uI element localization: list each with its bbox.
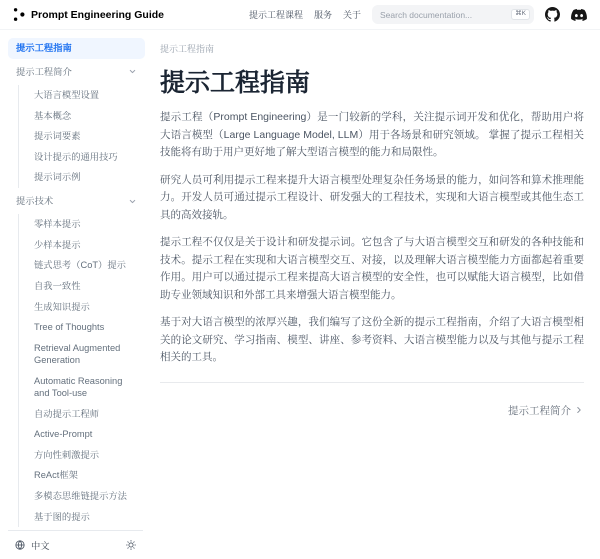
sidebar-item-label: 零样本提示 — [34, 219, 81, 230]
sidebar-item-elements[interactable] — [19, 126, 145, 147]
sidebar-item-label: 提示词示例 — [34, 172, 81, 183]
paragraph: 研究人员可利用提示工程来提升大语言模型处理复杂任务场景的能力，如问答和算术推理能力。开发人员可通过提示工程设计、研发强大的工程技术，实现和大语言模型或其他生态工具的高效接轨。 — [160, 173, 584, 221]
search-shortcut-kbd: ⌘K — [511, 9, 530, 21]
next-page-link[interactable] — [508, 403, 584, 418]
content-divider — [160, 382, 584, 383]
github-icon[interactable] — [545, 7, 560, 22]
sidebar-item-cot[interactable] — [19, 255, 145, 276]
sidebar-item-react[interactable] — [19, 465, 145, 486]
sidebar-item-examples[interactable] — [19, 167, 145, 188]
top-header — [0, 0, 600, 30]
sidebar-item-label: 少样本提示 — [34, 239, 81, 250]
sidebar-item-zeroshot[interactable] — [19, 214, 145, 235]
sidebar-item-label: Active-Prompt — [34, 429, 93, 440]
sun-icon[interactable] — [126, 540, 136, 550]
pagination — [160, 403, 584, 418]
chevron-right-icon — [574, 405, 584, 415]
sidebar-item-art[interactable] — [19, 371, 145, 404]
sidebar-item-techniques[interactable] — [8, 191, 145, 212]
sidebar-item-label: 提示词要素 — [34, 131, 81, 142]
sidebar-group-introduction — [18, 85, 145, 188]
sidebar-item-rag[interactable] — [19, 338, 145, 371]
sidebar-item-label: 提示工程简介 — [16, 66, 72, 77]
site-logo[interactable] — [13, 7, 164, 22]
nav-link-services[interactable]: 服务 — [313, 10, 332, 20]
sidebar-item-fewshot[interactable] — [19, 235, 145, 256]
sidebar-item-label: 基本概念 — [34, 110, 72, 121]
next-page-label: 提示工程简介 — [508, 404, 571, 417]
breadcrumb: 提示工程指南 — [160, 44, 215, 54]
main-content — [150, 30, 600, 500]
sidebar-footer — [8, 530, 143, 559]
sidebar-item-label: 自我一致性 — [34, 281, 81, 292]
sidebar-item-label: 方向性刺激提示 — [34, 449, 100, 460]
page-title: 提示工程指南 — [160, 69, 311, 97]
nav-link-about[interactable]: 关于 — [342, 10, 361, 20]
sidebar-item-label: 设计提示的通用技巧 — [34, 151, 118, 162]
sidebar-item-label: Tree of Thoughts — [34, 322, 105, 333]
search-box[interactable] — [372, 5, 534, 24]
sidebar-item-llm-settings[interactable] — [19, 85, 145, 106]
sidebar — [0, 30, 150, 552]
sidebar-item-graph-prompting[interactable] — [19, 507, 145, 528]
sidebar-item-label: 多模态思维链提示方法 — [34, 491, 127, 502]
dots-logo-icon — [13, 7, 26, 22]
sidebar-item-multimodal-cot[interactable] — [19, 486, 145, 507]
sidebar-item-basics[interactable] — [19, 106, 145, 127]
paragraph: 基于对大语言模型的浓厚兴趣，我们编写了这份全新的提示工程指南，介绍了大语言模型相关的论文研究、学习指南、模型、讲座、参考资料、大语言模型能力以及与其他与提示工程相关的工具。 — [160, 316, 584, 363]
sidebar-item-general-tips[interactable] — [19, 147, 145, 168]
language-selector[interactable]: 中文 — [31, 541, 50, 552]
search-input[interactable] — [380, 10, 492, 20]
sidebar-item-guide[interactable] — [8, 38, 145, 59]
sidebar-group-techniques — [18, 214, 145, 527]
sidebar-item-label: 提示技术 — [16, 195, 54, 206]
sidebar-item-label: Automatic Reasoning and Tool-use — [34, 375, 123, 399]
sidebar-item-tot[interactable] — [19, 317, 145, 338]
sidebar-item-label: 基于图的提示 — [34, 511, 90, 522]
sidebar-item-ape[interactable] — [19, 404, 145, 425]
sidebar-item-knowledge[interactable] — [19, 297, 145, 318]
chevron-down-icon — [128, 197, 137, 206]
sidebar-item-label: Retrieval Augmented Generation — [34, 342, 121, 366]
sidebar-item-label: 生成知识提示 — [34, 301, 90, 312]
chevron-down-icon — [128, 67, 137, 76]
sidebar-item-dsp[interactable] — [19, 445, 145, 466]
sidebar-item-label: 自动提示工程师 — [34, 408, 100, 419]
nav-link-course[interactable]: 提示工程课程 — [248, 10, 303, 20]
site-logo-text: Prompt Engineering Guide — [31, 8, 165, 21]
sidebar-item-label: ReAct框架 — [34, 470, 78, 481]
discord-icon[interactable] — [571, 9, 587, 21]
sidebar-item-label: 链式思考（CoT）提示 — [34, 260, 126, 271]
paragraph: 提示工程（Prompt Engineering）是一门较新的学科，关注提示词开发和优化，帮助用户将大语言模型（Large Language Model, LLM）用于各场景和研究领域。 掌握了提示工程相关技能将有助于用户更好地了解大型语言模型的能力和局限性。 — [160, 111, 584, 158]
sidebar-item-consistency[interactable] — [19, 276, 145, 297]
sidebar-item-active-prompt[interactable] — [19, 424, 145, 445]
paragraph: 提示工程不仅仅是关于设计和研发提示词。它包含了与大语言模型交互和研发的各种技能和技术。提示工程在实现和大语言模型交互、对接，以及理解大语言模型能力方面都起着重要作用。用户可以通过提示工程来提高大语言模型的安全性，也可以赋能大语言模型，比如借助专业领域知识和外部工具来增强大语言模型能力。 — [160, 236, 584, 301]
globe-icon — [15, 540, 25, 550]
sidebar-nav — [8, 38, 145, 530]
sidebar-item-label: 大语言模型设置 — [34, 90, 100, 101]
sidebar-item-introduction[interactable] — [8, 62, 145, 83]
sidebar-item-label: 提示工程指南 — [16, 43, 72, 53]
